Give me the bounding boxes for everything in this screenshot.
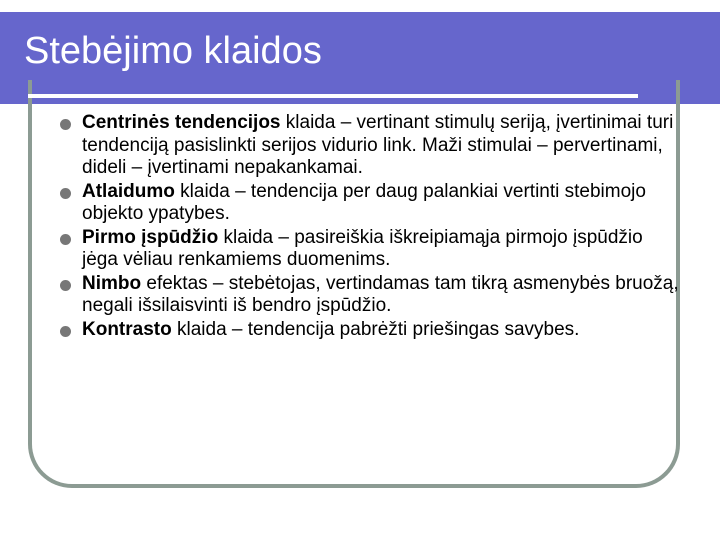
bullet-term: Kontrasto [82, 318, 172, 340]
bullet-text: klaida – tendencija pabrėžti priešingas savybes. [171, 318, 580, 340]
bullet-item [60, 319, 680, 342]
bullet-term: Pirmo įspūdžio [82, 226, 219, 248]
bullet-dot-icon [60, 326, 71, 337]
bullet-item [60, 112, 680, 180]
bullet-text: klaida – tendencija per daug palankiai vertinti stebimojo objekto ypatybes. [82, 180, 646, 224]
bullet-text: klaida – pasireiškia iškreipiamąja pirmojo įspūdžio jėga vėliau renkamiems duomenims. [82, 226, 643, 270]
bullet-dot-icon [60, 188, 71, 199]
bullet-term: Nimbo [82, 272, 142, 294]
bullet-dot-icon [60, 119, 71, 130]
slide-title: Stebėjimo klaidos [24, 30, 322, 72]
bullet-dot-icon [60, 280, 71, 291]
bullet-text: klaida – vertinant stimulų seriją, įvertinimai turi tendenciją pasislinkti serijos vidurio link. Maži stimulai – pervertinami, dideli – įvertinami nepakankamai. [82, 112, 674, 178]
bullet-item [60, 273, 680, 318]
bullet-list [60, 112, 680, 342]
bullet-text: efektas – stebėtojas, vertindamas tam tikrą asmenybės bruožą, negali išsilaisvinti iš bendro įspūdžio. [82, 272, 679, 316]
bullet-term: Atlaidumo [82, 180, 175, 202]
bullet-item [60, 181, 680, 226]
bullet-term: Centrinės tendencijos [82, 112, 281, 133]
bullet-dot-icon [60, 234, 71, 245]
bullet-item [60, 227, 680, 272]
frame-gap [28, 94, 638, 98]
